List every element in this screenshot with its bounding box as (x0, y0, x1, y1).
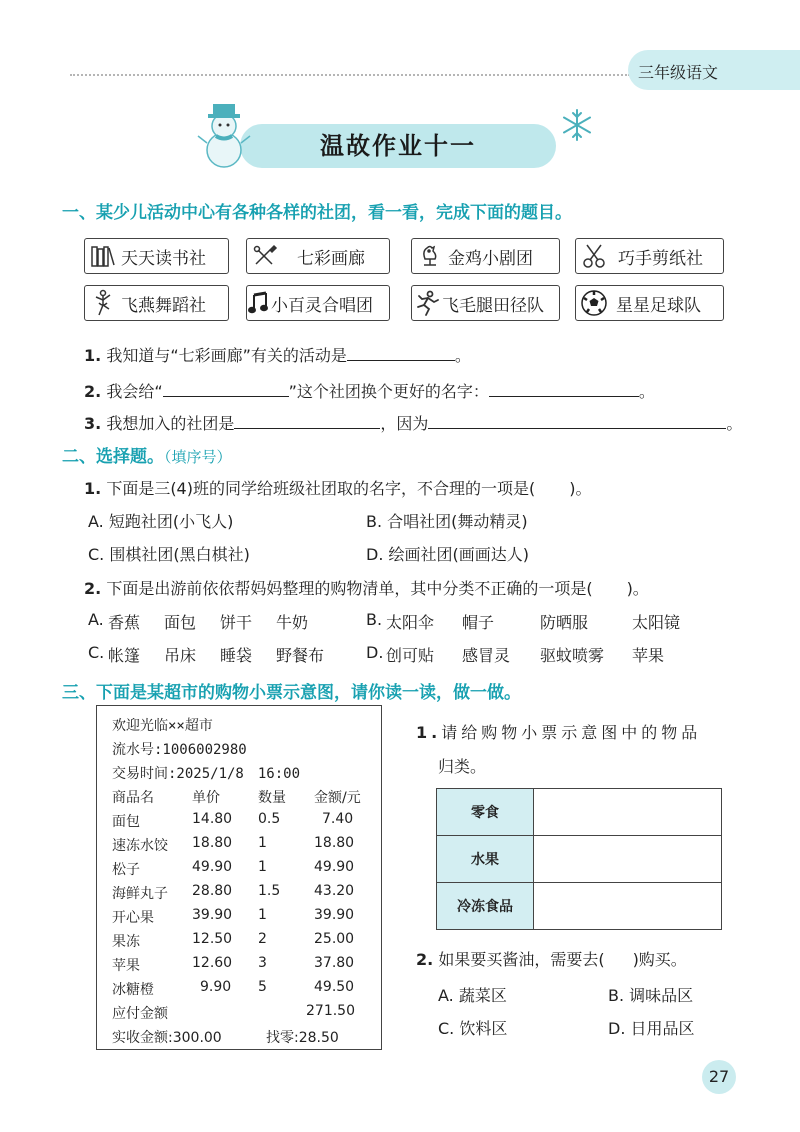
club-painting (246, 238, 390, 274)
club-reading (84, 238, 229, 274)
club-label: 星星足球队 (616, 295, 701, 316)
receipt-due-value: 271.50 (306, 1003, 355, 1019)
club-label: 飞燕舞蹈社 (121, 295, 206, 316)
option-item: 帐篷 (108, 646, 141, 665)
paintbrush-icon (247, 240, 283, 272)
receipt-serial: 流水号:1006002980 (112, 742, 247, 758)
receipt-col-header: 单价 (192, 790, 220, 806)
receipt-due-label: 应付金额 (112, 1006, 168, 1022)
receipt-cell: 18.80 (314, 835, 355, 851)
music-note-icon (247, 287, 271, 319)
receipt-cell: 49.50 (314, 979, 355, 995)
option-a[interactable]: A. 短跑社团(小飞人) (88, 512, 234, 531)
receipt-cell: 39.90 (314, 907, 355, 923)
receipt-change: 找零:28.50 (266, 1030, 339, 1046)
receipt-cell: 速冻水饺 (112, 838, 168, 854)
club-label: 七彩画廊 (297, 248, 365, 269)
option-d[interactable]: D. 绘画社团(画画达人) (366, 545, 529, 564)
receipt-cell: 海鲜丸子 (112, 886, 168, 902)
option-item: 苹果 (632, 646, 665, 665)
section1-q2: 2. 我会给“ ”这个社团换个更好的名字： 。 (84, 382, 655, 401)
club-track (411, 285, 560, 321)
books-icon (85, 240, 121, 272)
receipt-cell: 18.80 (192, 835, 233, 851)
receipt-cell: 冰糖橙 (112, 982, 154, 998)
receipt-cell: 果冻 (112, 934, 140, 950)
snowman-icon (196, 98, 252, 170)
option-item: 香蕉 (108, 613, 141, 632)
receipt-cell: 1 (258, 907, 267, 923)
category-label: 冷冻食品 (437, 883, 534, 930)
club-football (575, 285, 724, 321)
receipt-cell: 1 (258, 835, 267, 851)
section3-q2: 2. 如果要买酱油，需要去( )购买。 (416, 950, 687, 969)
receipt-cell: 7.40 (322, 811, 354, 827)
receipt-cell: 0.5 (258, 811, 281, 827)
club-label: 天天读书社 (121, 248, 206, 269)
option-item: 饼干 (220, 613, 253, 632)
receipt-cell: 开心果 (112, 910, 154, 926)
club-label: 金鸡小剧团 (448, 248, 533, 269)
header-divider (70, 74, 630, 76)
option-a[interactable]: A. (88, 610, 104, 629)
receipt-cell: 2 (258, 931, 267, 947)
option-item: 面包 (164, 613, 197, 632)
receipt-cell: 1 (258, 859, 267, 875)
category-label: 水果 (437, 836, 534, 883)
option-item: 驱蚊喷雾 (540, 646, 605, 665)
option-item: 睡袋 (220, 646, 253, 665)
receipt-cell: 3 (258, 955, 267, 971)
dancer-icon (85, 287, 121, 319)
option-item: 吊床 (164, 646, 197, 665)
category-label: 零食 (437, 789, 534, 836)
scissors-icon (576, 240, 612, 272)
section2-heading: 二、选择题。（填序号） (62, 447, 232, 467)
page-number: 27 (702, 1060, 736, 1094)
section3-q1-line2: 归类。 (438, 757, 487, 776)
category-answer-cell[interactable] (534, 836, 722, 883)
option-item: 防晒服 (540, 613, 589, 632)
receipt-cell: 14.80 (192, 811, 233, 827)
option-b[interactable]: B. 合唱社团(舞动精灵) (366, 512, 528, 531)
classify-table (436, 788, 722, 930)
rooster-icon (412, 240, 448, 272)
club-theater (411, 238, 560, 274)
club-papercut (575, 238, 724, 274)
receipt-cell: 28.80 (192, 883, 233, 899)
section3-heading: 三、下面是某超市的购物小票示意图，请你读一读，做一做。 (62, 683, 521, 703)
receipt-cell: 1.5 (258, 883, 281, 899)
option-item: 野餐布 (276, 646, 325, 665)
receipt-col-header: 金额/元 (314, 790, 361, 806)
receipt-paid: 实收金额:300.00 (112, 1030, 222, 1046)
page-title: 温故作业十一 (320, 132, 476, 160)
option-d[interactable]: D. (366, 643, 384, 662)
receipt-cell: 49.90 (314, 859, 355, 875)
section3-q1-line1: 1.请给购物小票示意图中的物品 (416, 723, 702, 742)
answer-blank[interactable] (347, 344, 455, 361)
option-item: 创可贴 (386, 646, 435, 665)
receipt-cell: 苹果 (112, 958, 140, 974)
receipt-cell: 49.90 (192, 859, 233, 875)
club-label: 飞毛腿田径队 (442, 295, 544, 316)
receipt-welcome: 欢迎光临××超市 (112, 718, 213, 734)
snowflake-icon (560, 108, 594, 142)
category-answer-cell[interactable] (534, 883, 722, 930)
option-a[interactable]: A. 蔬菜区 (438, 986, 507, 1005)
answer-blank[interactable] (428, 412, 726, 429)
section2-q1: 1. 下面是三(4)班的同学给班级社团取的名字，不合理的一项是( )。 (84, 479, 592, 498)
answer-blank[interactable] (163, 380, 289, 397)
receipt-cell: 43.20 (314, 883, 355, 899)
club-choir (246, 285, 390, 321)
category-answer-cell[interactable] (534, 789, 722, 836)
option-item: 太阳镜 (632, 613, 681, 632)
answer-blank[interactable] (489, 380, 639, 397)
section1-heading: 一、某少儿活动中心有各种各样的社团，看一看，完成下面的题目。 (62, 203, 572, 223)
section1-q3: 3. 我想加入的社团是 ，因为 。 (84, 414, 743, 433)
receipt-cell: 12.50 (192, 931, 233, 947)
receipt-cell: 5 (258, 979, 267, 995)
option-b[interactable]: B. 调味品区 (608, 986, 694, 1005)
grade-label: 三年级语文 (638, 63, 719, 82)
soccer-ball-icon (576, 287, 612, 319)
receipt-time: 交易时间:2025/1/8 16:00 (112, 766, 301, 782)
club-label: 小百灵合唱团 (271, 295, 373, 316)
option-item: 牛奶 (276, 613, 309, 632)
option-c[interactable]: C. 饮料区 (438, 1019, 508, 1038)
section2-q2: 2. 下面是出游前依依帮妈妈整理的购物清单，其中分类不正确的一项是( )。 (84, 579, 649, 598)
receipt-col-header: 商品名 (112, 790, 154, 806)
receipt-cell: 25.00 (314, 931, 355, 947)
option-c[interactable]: C. (88, 643, 105, 662)
receipt-cell: 9.90 (200, 979, 232, 995)
club-dance (84, 285, 229, 321)
receipt-cell: 松子 (112, 862, 140, 878)
option-d[interactable]: D. 日用品区 (608, 1019, 695, 1038)
section1-q1: 1. 我知道与“七彩画廊”有关的活动是 。 (84, 346, 471, 365)
option-c[interactable]: C. 围棋社团(黑白棋社) (88, 545, 250, 564)
receipt-cell: 37.80 (314, 955, 355, 971)
receipt-cell: 39.90 (192, 907, 233, 923)
receipt-col-header: 数量 (258, 790, 286, 806)
receipt-cell: 面包 (112, 814, 140, 830)
option-item: 帽子 (462, 613, 495, 632)
club-label: 巧手剪纸社 (618, 248, 703, 269)
answer-blank[interactable] (234, 412, 380, 429)
runner-icon (412, 287, 442, 319)
option-item: 感冒灵 (462, 646, 511, 665)
option-b[interactable]: B. (366, 610, 383, 629)
receipt-cell: 12.60 (192, 955, 233, 971)
option-item: 太阳伞 (386, 613, 435, 632)
